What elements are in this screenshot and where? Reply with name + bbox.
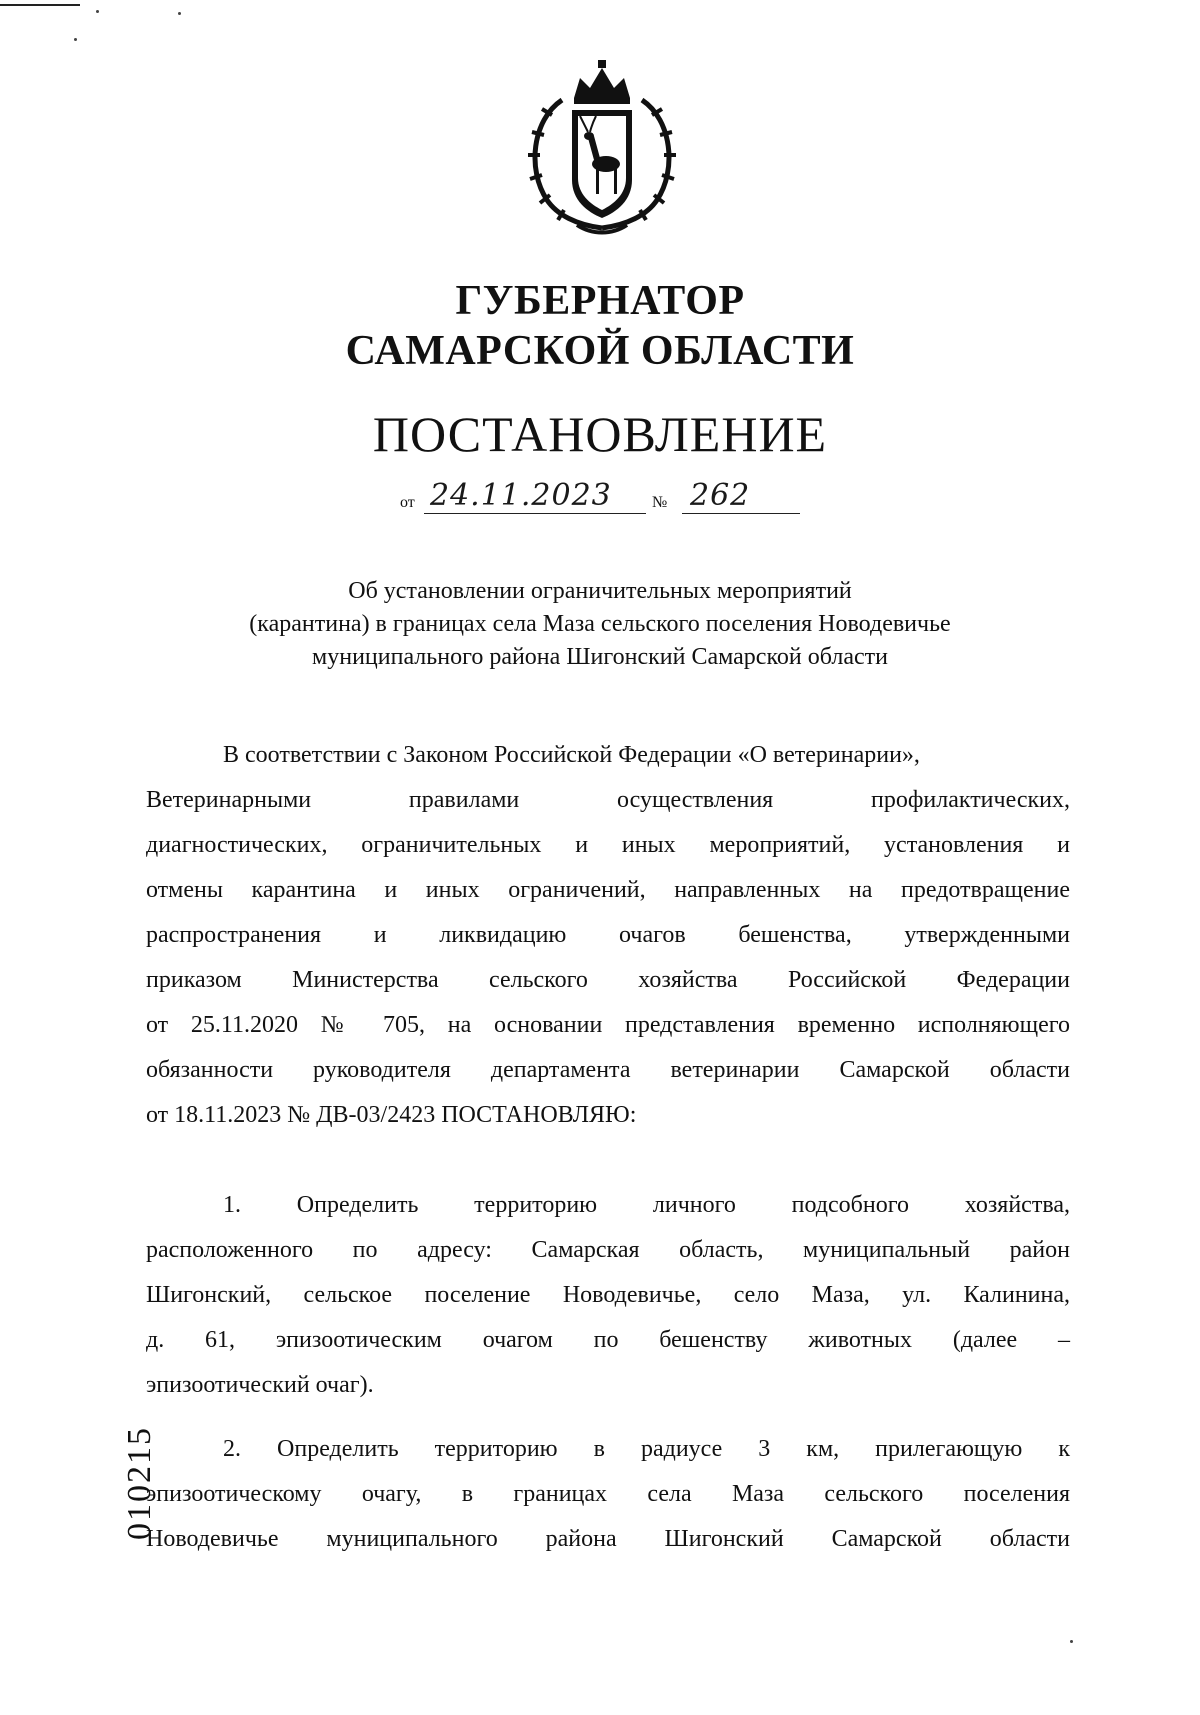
body-line: Ветеринарными правилами осуществления профилактических, [146,787,1070,813]
number-label: № [652,494,668,511]
date-from-label: от [400,494,415,511]
body-line: д. 61, эпизоотическим очагом по бешенству животных (далее – [146,1327,1070,1353]
body-line: Новодевичье муниципального района Шигонский Самарской области [146,1526,1070,1552]
document-type-heading: ПОСТАНОВЛЕНИЕ [372,406,828,462]
samara-region-coat-of-arms-icon [522,60,682,240]
subject-line: (карантина) в границах села Маза сельского поселения Новодевичье [249,611,951,637]
side-serial-number: 010215 [121,1426,158,1540]
scan-corner-mark [0,4,80,6]
body-line: эпизоотическому очагу, в границах села Маза сельского поселения [146,1481,1070,1507]
body-line: приказом Министерства сельского хозяйства Российской Федерации [146,967,1070,993]
scan-speck [1070,1640,1073,1643]
preamble-paragraph [146,733,1070,1138]
scan-speck [74,38,77,41]
body-line: В соответствии с Законом Российской Федерации «О ветеринарии», [223,742,920,768]
body-line: 2. Определить территорию в радиусе 3 км, прилегающую к [223,1436,1070,1462]
body-line: от 18.11.2023 № ДВ-03/2423 ПОСТАНОВЛЯЮ: [146,1102,637,1128]
scan-speck [178,12,181,15]
body-line: отмены карантина и иных ограничений, направленных на предотвращение [146,877,1070,903]
body-line: расположенного по адресу: Самарская область, муниципальный район [146,1237,1070,1263]
item-1-paragraph [146,1183,1070,1408]
body-line: обязанности руководителя департамента ветеринарии Самарской области [146,1057,1070,1083]
authority-title-line1: ГУБЕРНАТОР [455,278,745,324]
body-line: диагностических, ограничительных и иных мероприятий, установления и [146,832,1070,858]
number-underline [682,513,800,514]
body-line: распространения и ликвидацию очагов бешенства, утвержденными [146,922,1070,948]
date-number-line [400,480,820,516]
document-subject [0,575,1200,674]
body-line: Шигонский, сельское поселение Новодевичье, село Маза, ул. Калинина, [146,1282,1070,1308]
subject-line: Об установлении ограничительных мероприятий [348,578,852,604]
handwritten-date: 24.11.2023 [430,478,612,513]
item-2-paragraph [146,1427,1070,1562]
date-underline [424,513,646,514]
handwritten-number: 262 [690,478,751,513]
subject-line: муниципального района Шигонский Самарской области [312,644,888,670]
body-line: от 25.11.2020 № 705, на основании представления временно исполняющего [146,1012,1070,1038]
body-line: эпизоотический очаг). [146,1372,374,1398]
scan-speck [96,10,99,13]
authority-title-line2: САМАРСКОЙ ОБЛАСТИ [345,328,855,374]
body-line: 1. Определить территорию личного подсобного хозяйства, [223,1192,1070,1218]
